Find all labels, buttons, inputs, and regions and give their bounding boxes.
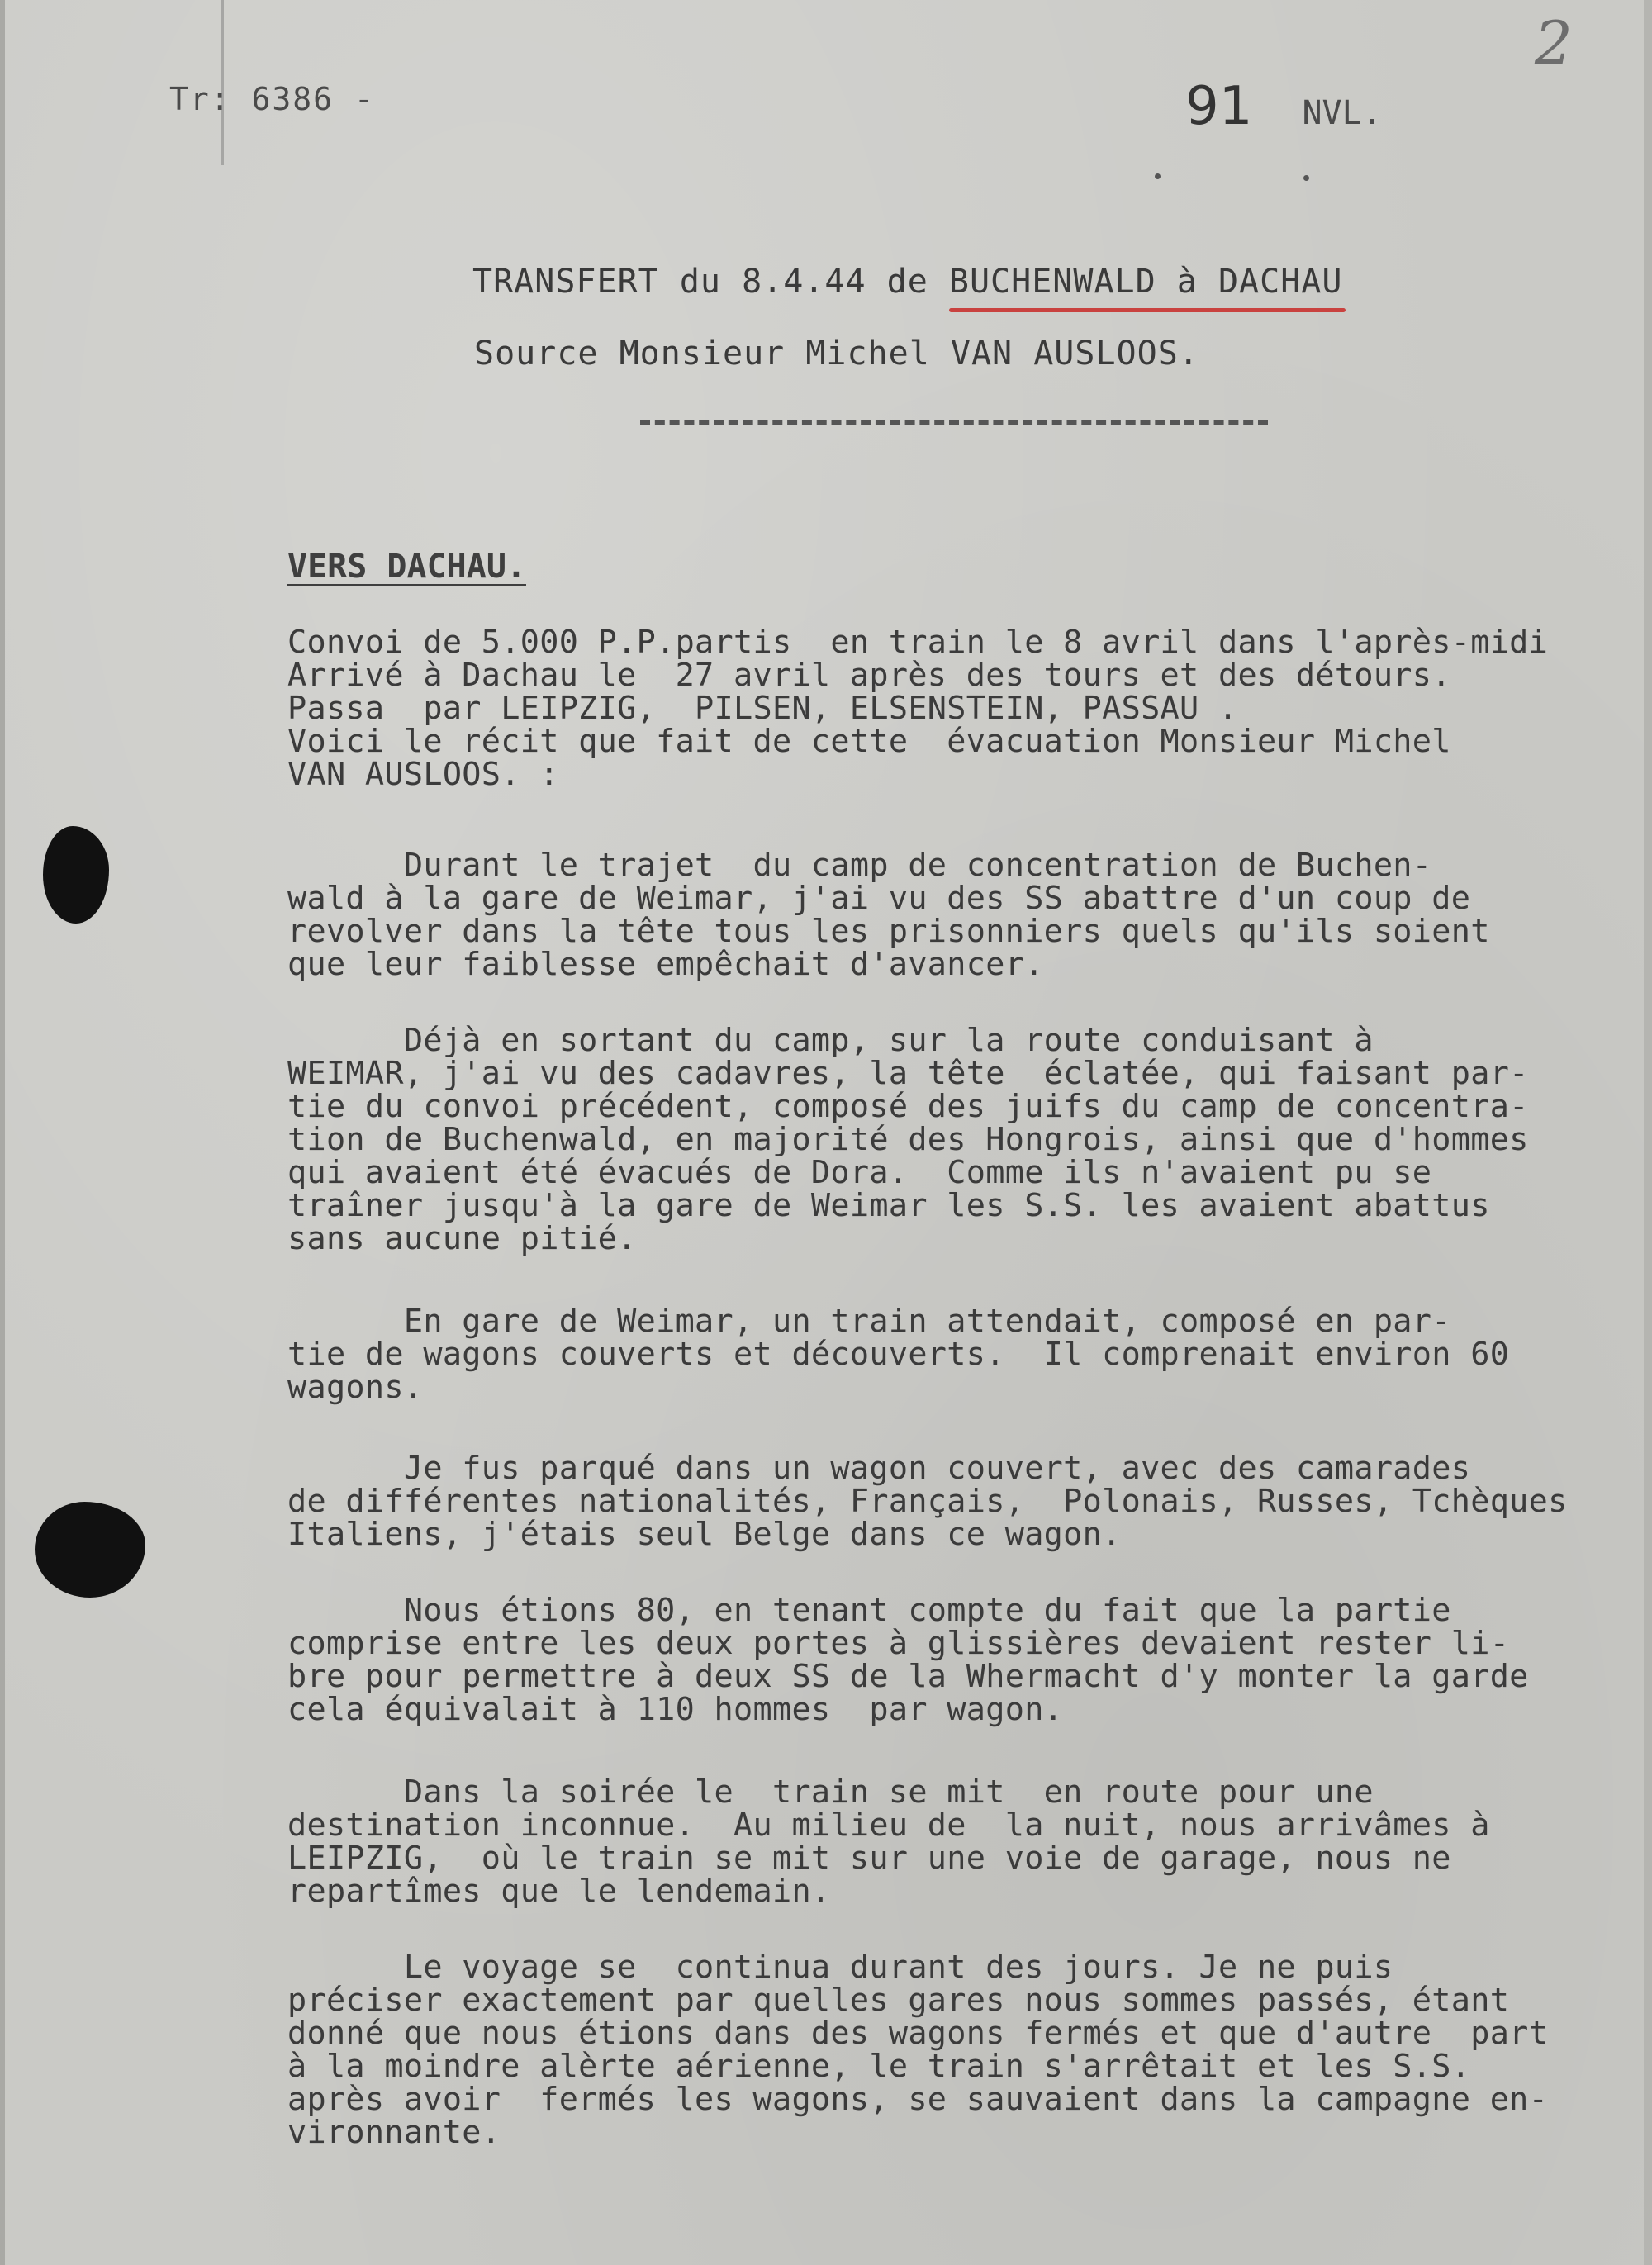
text-line: Arrivé à Dachau le 27 avril après des tours et des détours. <box>287 657 1451 694</box>
text-line: de différentes nationalités, Français, Polonais, Russes, Tchèques <box>287 1483 1568 1520</box>
handwritten-page-number: 2 <box>1535 8 1573 78</box>
paragraph <box>287 626 1548 791</box>
text-line: En gare de Weimar, un train attendait, composé en par- <box>287 1303 1451 1340</box>
paragraph <box>287 1776 1490 1908</box>
text-line: tie du convoi précédent, composé des juifs du camp de concentra- <box>287 1088 1529 1125</box>
text-line: LEIPZIG, où le train se mit sur une voie de garage, nous ne <box>287 1840 1451 1877</box>
text-line: WEIMAR, j'ai vu des cadavres, la tête éclatée, qui faisant par- <box>287 1055 1529 1092</box>
text-line: à la moindre alèrte aérienne, le train s'arrêtait et les S.S. <box>287 2048 1471 2085</box>
text-line: tie de wagons couverts et découverts. Il comprenait environ 60 <box>287 1336 1510 1373</box>
text-line: Durant le trajet du camp de concentration de Buchen- <box>287 847 1432 884</box>
text-line: Convoi de 5.000 P.P.partis en train le 8 avril dans l'après-midi <box>287 624 1549 661</box>
reference-number: Tr: 6386 - <box>169 81 375 117</box>
text-line: revolver dans la tête tous les prisonniers quels qu'ils soient <box>287 913 1490 950</box>
text-line: Italiens, j'étais seul Belge dans ce wagon. <box>287 1516 1122 1553</box>
text-line: vironnante. <box>287 2114 501 2151</box>
text-line: VAN AUSLOOS. : <box>287 756 559 793</box>
text-line: repartîmes que le lendemain. <box>287 1873 831 1910</box>
ink-dot <box>1303 175 1309 181</box>
text-line: Voici le récit que fait de cette évacuation Monsieur Michel <box>287 723 1451 760</box>
text-line: wald à la gare de Weimar, j'ai vu des SS abattre d'un coup de <box>287 880 1471 917</box>
text-line: Le voyage se continua durant des jours. Je ne puis <box>287 1949 1393 1986</box>
text-line: comprise entre les deux portes à glissières devaient rester li- <box>287 1625 1510 1662</box>
text-line: sans aucune pitié. <box>287 1220 637 1257</box>
text-line: destination inconnue. Au milieu de la nuit, nous arrivâmes à <box>287 1807 1490 1844</box>
paragraph <box>287 1305 1509 1404</box>
page-number: 91 <box>1185 76 1253 137</box>
text-line: traîner jusqu'à la gare de Weimar les S.S. les avaient abattus <box>287 1187 1490 1224</box>
punch-hole <box>35 1502 145 1598</box>
paragraph <box>287 1594 1529 1726</box>
text-line: préciser exactement par quelles gares nous sommes passés, étant <box>287 1982 1510 2019</box>
title-prefix: TRANSFERT du 8.4.44 de <box>472 263 949 301</box>
text-line: que leur faiblesse empêchait d'avancer. <box>287 946 1044 983</box>
document-title <box>472 263 1342 301</box>
page-edge-left <box>0 0 5 2265</box>
text-line: après avoir fermés les wagons, se sauvaient dans la campagne en- <box>287 2081 1549 2118</box>
text-line: Déjà en sortant du camp, sur la route conduisant à <box>287 1022 1374 1059</box>
paragraph <box>287 849 1490 981</box>
text-line: donné que nous étions dans des wagons fermés et que d'autre part <box>287 2015 1549 2052</box>
page-reference <box>1152 76 1382 137</box>
reference-code: NVL. <box>1302 94 1382 132</box>
paragraph <box>287 1452 1568 1551</box>
title-route: BUCHENWALD à DACHAU <box>948 263 1343 301</box>
text-line: Dans la soirée le train se mit en route pour une <box>287 1774 1374 1811</box>
text-line: tion de Buchenwald, en majorité des Hongrois, ainsi que d'hommes <box>287 1121 1529 1158</box>
page-edge-right <box>1644 0 1652 2265</box>
ink-dot <box>1155 173 1161 179</box>
text-line: wagons. <box>287 1369 424 1406</box>
paragraph <box>287 1024 1529 1256</box>
text-line: Nous étions 80, en tenant compte du fait que la partie <box>287 1592 1451 1629</box>
text-line: qui avaient été évacués de Dora. Comme ils n'avaient pu se <box>287 1154 1432 1191</box>
text-line: cela équivalait à 110 hommes par wagon. <box>287 1691 1064 1728</box>
paragraph <box>287 1951 1548 2149</box>
text-line: Je fus parqué dans un wagon couvert, avec des camarades <box>287 1450 1471 1487</box>
section-heading: VERS DACHAU. <box>287 548 526 586</box>
punch-hole <box>43 826 109 924</box>
text-line: bre pour permettre à deux SS de la Whermacht d'y monter la garde <box>287 1658 1529 1695</box>
text-line: Passa par LEIPZIG, PILSEN, ELSENSTEIN, PASSAU . <box>287 690 1238 727</box>
dashed-separator <box>640 420 1268 425</box>
document-source: Source Monsieur Michel VAN AUSLOOS. <box>474 335 1199 373</box>
